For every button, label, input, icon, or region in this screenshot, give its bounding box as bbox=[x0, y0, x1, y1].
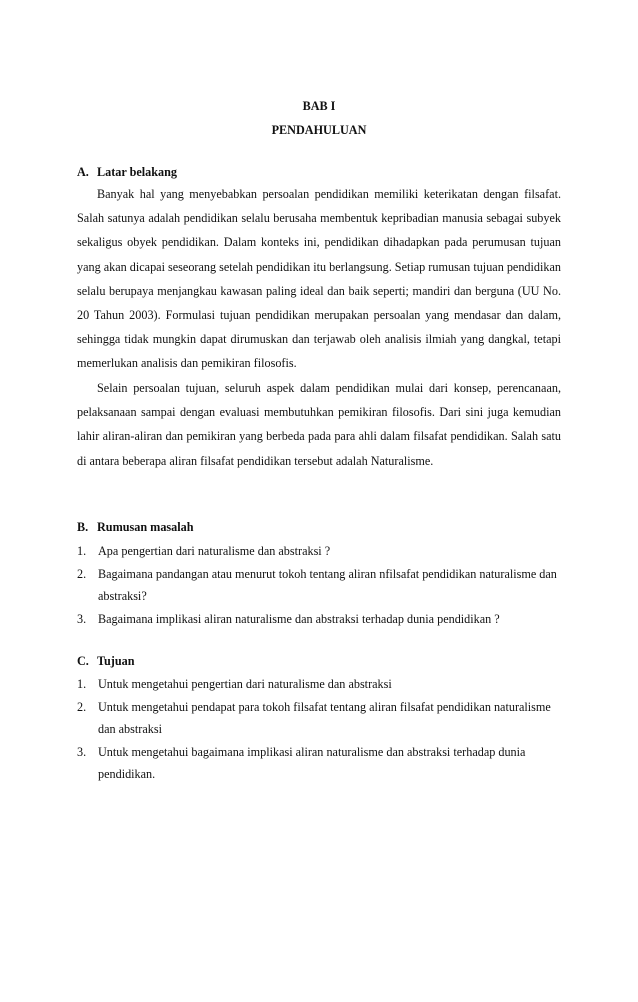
list-item bbox=[77, 563, 561, 608]
list-item bbox=[77, 608, 561, 631]
list-number: 3. bbox=[77, 744, 87, 759]
list-text: Apa pengertian dari naturalisme dan abstraksi ? bbox=[98, 544, 331, 558]
section-title: Latar belakang bbox=[97, 165, 178, 179]
list-number: 1. bbox=[77, 544, 87, 558]
paragraph: Selain persoalan tujuan, seluruh aspek dalam pendidikan mulai dari konsep, perencanaan, pelaksanaan sampai dengan evaluasi membutuhkan pemikiran filosofis. Dari sini juga kemudian lahir aliran-aliran dan pemikiran yang berbeda pada para ahli dalam filsafat pendidikan. Salah satu di antara beberapa aliran filsafat pendidikan tersebut adalah Naturalisme. bbox=[77, 381, 561, 468]
section-letter: B. bbox=[77, 520, 89, 534]
list-text: Bagaimana pandangan atau menurut tokoh tentang aliran nfilsafat pendidikan naturalisme dan abstraksi? bbox=[98, 566, 557, 603]
list-text: Bagaimana implikasi aliran naturalisme dan abstraksi terhadap dunia pendidikan ? bbox=[98, 611, 500, 626]
list-number: 3. bbox=[77, 611, 87, 626]
section-heading-rumusan-masalah bbox=[77, 520, 194, 535]
list-item bbox=[77, 540, 561, 563]
problem-list bbox=[77, 540, 561, 630]
paragraph: Banyak hal yang menyebabkan persoalan pendidikan memiliki keterikatan dengan filsafat. Salah satunya adalah pendidikan selalu berusaha membentuk kepribadian manusia sebagai subyek sekaligus obyek pendidikan. Dalam konteks ini, pendidikan dihadapkan pada perumusan tujuan yang akan dicapai seseorang setelah pendidikan itu berlangsung. Setiap rumusan tujuan pendidikan selalu berupaya menjangkau kawasan paling ideal dan baik seperti; mandiri dan berguna (UU No. 20 Tahun 2003). Formulasi tujuan pendidikan merupakan persoalan yang mendasar dan dalam, sehingga tidak mungkin dapat dirumuskan dan terjawab oleh analisis ilmiah yang dangkal, tetapi memerlukan analisis dan pemikiran filosofis. bbox=[77, 187, 561, 371]
list-item bbox=[77, 696, 561, 741]
list-item bbox=[77, 673, 561, 696]
section-letter: C. bbox=[77, 654, 89, 668]
section-heading-tujuan bbox=[77, 654, 135, 669]
list-text: Untuk mengetahui pendapat para tokoh filsafat tentang aliran filsafat pendidikan naturalisme dan abstraksi bbox=[98, 699, 551, 736]
section-title: Tujuan bbox=[97, 654, 135, 668]
list-number: 1. bbox=[77, 677, 87, 691]
section-heading-latar-belakang bbox=[77, 165, 177, 180]
chapter-number: BAB I bbox=[302, 99, 336, 113]
list-text: Untuk mengetahui pengertian dari naturalisme dan abstraksi bbox=[98, 677, 392, 691]
section-letter: A. bbox=[77, 165, 89, 179]
list-number: 2. bbox=[77, 699, 87, 714]
list-item bbox=[77, 741, 561, 786]
list-text: Untuk mengetahui bagaimana implikasi aliran naturalisme dan abstraksi terhadap dunia pendidikan. bbox=[98, 744, 526, 781]
objective-list bbox=[77, 673, 561, 786]
section-title: Rumusan masalah bbox=[97, 520, 194, 534]
list-number: 2. bbox=[77, 566, 87, 581]
chapter-title: PENDAHULUAN bbox=[271, 123, 367, 137]
